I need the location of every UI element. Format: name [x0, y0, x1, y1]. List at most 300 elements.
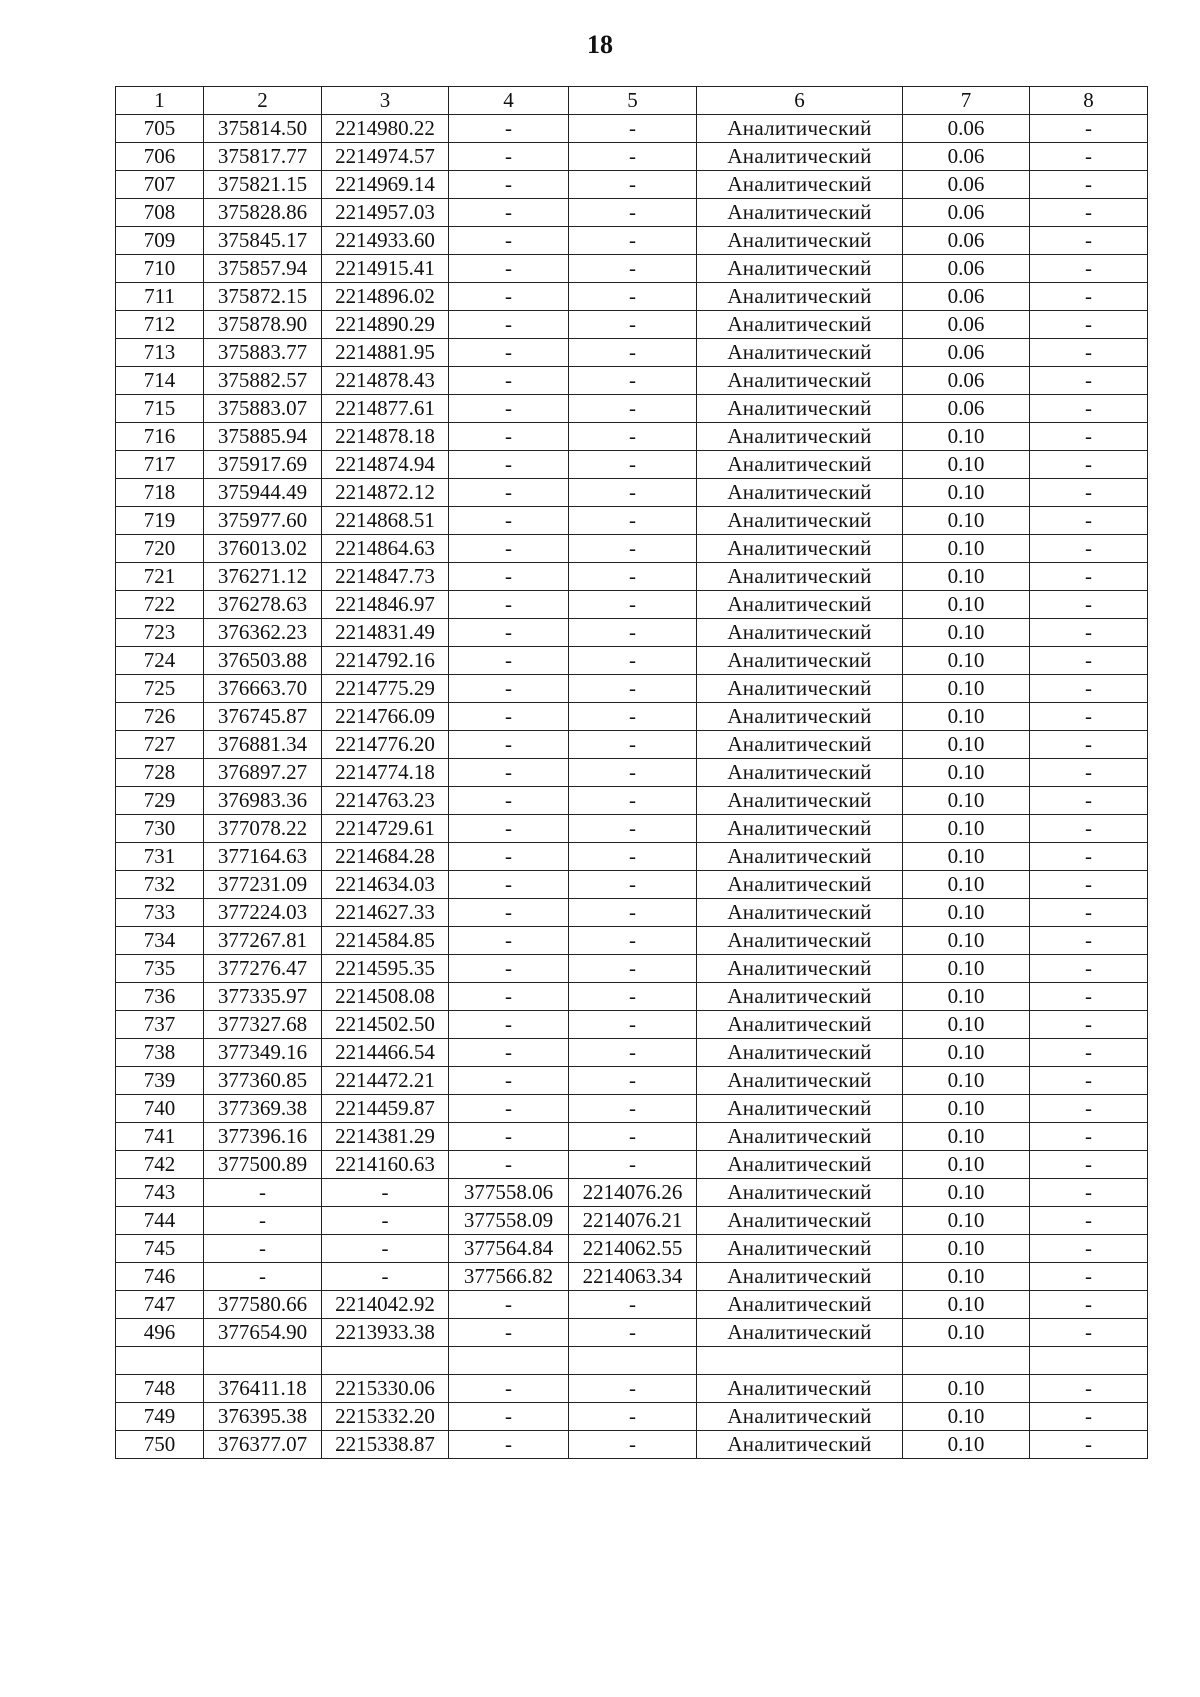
x-coord-cell: 377500.89 [204, 1151, 322, 1179]
accuracy-cell: 0.10 [903, 563, 1030, 591]
accuracy-cell: 0.06 [903, 255, 1030, 283]
y-alt-coord-cell: - [569, 1402, 697, 1430]
y-alt-coord-cell: - [569, 451, 697, 479]
y-alt-coord-cell: - [569, 535, 697, 563]
y-alt-coord-cell: - [569, 1095, 697, 1123]
method-cell: Аналитический [697, 899, 903, 927]
method-cell: Аналитический [697, 1123, 903, 1151]
y-coord-cell: 2214890.29 [322, 311, 449, 339]
point-number-cell: 709 [116, 227, 204, 255]
table-row [116, 115, 1148, 143]
y-coord-cell: 2215338.87 [322, 1430, 449, 1458]
point-number-cell: 719 [116, 507, 204, 535]
note-cell: - [1030, 759, 1148, 787]
y-coord-cell [322, 1347, 449, 1375]
point-number-cell: 734 [116, 927, 204, 955]
point-number-cell: 711 [116, 283, 204, 311]
table-row [116, 1263, 1148, 1291]
table-row [116, 255, 1148, 283]
y-alt-coord-cell: 2214063.34 [569, 1263, 697, 1291]
y-coord-cell: 2214763.23 [322, 787, 449, 815]
method-cell: Аналитический [697, 1067, 903, 1095]
x-alt-coord-cell: - [449, 283, 569, 311]
y-coord-cell: 2214729.61 [322, 815, 449, 843]
point-number-cell: 720 [116, 535, 204, 563]
method-cell: Аналитический [697, 1207, 903, 1235]
accuracy-cell: 0.10 [903, 815, 1030, 843]
table-row [116, 339, 1148, 367]
table-row [116, 395, 1148, 423]
column-header: 1 [116, 87, 204, 115]
x-coord-cell: 377369.38 [204, 1095, 322, 1123]
point-number-cell: 718 [116, 479, 204, 507]
accuracy-cell: 0.10 [903, 423, 1030, 451]
y-coord-cell: 2214974.57 [322, 143, 449, 171]
y-alt-coord-cell: - [569, 479, 697, 507]
x-alt-coord-cell: - [449, 451, 569, 479]
point-number-cell: 732 [116, 871, 204, 899]
y-coord-cell: 2214792.16 [322, 647, 449, 675]
x-coord-cell: 375821.15 [204, 171, 322, 199]
point-number-cell: 731 [116, 843, 204, 871]
point-number-cell: 736 [116, 983, 204, 1011]
note-cell: - [1030, 1207, 1148, 1235]
accuracy-cell: 0.10 [903, 1430, 1030, 1458]
note-cell: - [1030, 731, 1148, 759]
table-body [116, 87, 1148, 1459]
method-cell: Аналитический [697, 339, 903, 367]
y-alt-coord-cell: 2214076.21 [569, 1207, 697, 1235]
y-coord-cell: 2214872.12 [322, 479, 449, 507]
x-alt-coord-cell: - [449, 1039, 569, 1067]
note-cell: - [1030, 395, 1148, 423]
note-cell: - [1030, 1123, 1148, 1151]
accuracy-cell: 0.06 [903, 199, 1030, 227]
x-alt-coord-cell: - [449, 479, 569, 507]
table-row [116, 927, 1148, 955]
table-row [116, 535, 1148, 563]
accuracy-cell: 0.06 [903, 311, 1030, 339]
point-number-cell: 744 [116, 1207, 204, 1235]
x-alt-coord-cell: - [449, 1402, 569, 1430]
point-number-cell: 745 [116, 1235, 204, 1263]
note-cell: - [1030, 983, 1148, 1011]
note-cell [1030, 1347, 1148, 1375]
x-alt-coord-cell: - [449, 899, 569, 927]
method-cell: Аналитический [697, 1319, 903, 1347]
point-number-cell: 743 [116, 1179, 204, 1207]
x-alt-coord-cell: 377558.09 [449, 1207, 569, 1235]
y-alt-coord-cell: - [569, 339, 697, 367]
note-cell: - [1030, 367, 1148, 395]
table-row [116, 311, 1148, 339]
y-alt-coord-cell: - [569, 759, 697, 787]
accuracy-cell: 0.10 [903, 1374, 1030, 1402]
x-alt-coord-cell: - [449, 871, 569, 899]
table-row [116, 787, 1148, 815]
method-cell: Аналитический [697, 423, 903, 451]
accuracy-cell: 0.10 [903, 535, 1030, 563]
method-cell: Аналитический [697, 1291, 903, 1319]
note-cell: - [1030, 955, 1148, 983]
x-coord-cell: 376983.36 [204, 787, 322, 815]
x-coord-cell: 377276.47 [204, 955, 322, 983]
y-coord-cell: 2214915.41 [322, 255, 449, 283]
column-header: 2 [204, 87, 322, 115]
x-alt-coord-cell: - [449, 787, 569, 815]
accuracy-cell: 0.06 [903, 283, 1030, 311]
table-row [116, 563, 1148, 591]
y-alt-coord-cell: - [569, 1151, 697, 1179]
column-header: 3 [322, 87, 449, 115]
method-cell: Аналитический [697, 675, 903, 703]
x-coord-cell: 376278.63 [204, 591, 322, 619]
note-cell: - [1030, 171, 1148, 199]
method-cell: Аналитический [697, 451, 903, 479]
note-cell: - [1030, 535, 1148, 563]
x-coord-cell: - [204, 1263, 322, 1291]
point-number-cell: 496 [116, 1319, 204, 1347]
y-alt-coord-cell: - [569, 143, 697, 171]
note-cell: - [1030, 507, 1148, 535]
table-row [116, 367, 1148, 395]
table-header-row [116, 87, 1148, 115]
x-alt-coord-cell: - [449, 255, 569, 283]
accuracy-cell: 0.10 [903, 1151, 1030, 1179]
point-number-cell: 729 [116, 787, 204, 815]
method-cell: Аналитический [697, 871, 903, 899]
x-alt-coord-cell [449, 1347, 569, 1375]
x-alt-coord-cell: - [449, 647, 569, 675]
x-alt-coord-cell: - [449, 563, 569, 591]
x-coord-cell: 376503.88 [204, 647, 322, 675]
coordinates-table [115, 86, 1148, 1459]
accuracy-cell: 0.10 [903, 787, 1030, 815]
y-coord-cell: 2214878.43 [322, 367, 449, 395]
point-number-cell: 712 [116, 311, 204, 339]
y-alt-coord-cell: - [569, 171, 697, 199]
x-coord-cell: 377078.22 [204, 815, 322, 843]
y-coord-cell: 2214042.92 [322, 1291, 449, 1319]
x-alt-coord-cell: - [449, 395, 569, 423]
y-coord-cell: 2214868.51 [322, 507, 449, 535]
note-cell: - [1030, 451, 1148, 479]
point-number-cell: 746 [116, 1263, 204, 1291]
y-coord-cell: 2214508.08 [322, 983, 449, 1011]
accuracy-cell: 0.10 [903, 675, 1030, 703]
accuracy-cell: 0.06 [903, 367, 1030, 395]
method-cell: Аналитический [697, 619, 903, 647]
x-alt-coord-cell: - [449, 367, 569, 395]
table-row [116, 871, 1148, 899]
x-coord-cell: 375817.77 [204, 143, 322, 171]
x-alt-coord-cell: - [449, 815, 569, 843]
note-cell: - [1030, 871, 1148, 899]
x-coord-cell: 376411.18 [204, 1374, 322, 1402]
note-cell: - [1030, 1011, 1148, 1039]
point-number-cell: 717 [116, 451, 204, 479]
y-alt-coord-cell: - [569, 1430, 697, 1458]
x-coord-cell: - [204, 1235, 322, 1263]
x-coord-cell: 375883.77 [204, 339, 322, 367]
method-cell: Аналитический [697, 703, 903, 731]
x-coord-cell: 377360.85 [204, 1067, 322, 1095]
accuracy-cell: 0.10 [903, 1095, 1030, 1123]
y-alt-coord-cell: - [569, 199, 697, 227]
point-number-cell: 740 [116, 1095, 204, 1123]
point-number-cell: 748 [116, 1374, 204, 1402]
table-row [116, 759, 1148, 787]
table-row [116, 1430, 1148, 1458]
x-coord-cell: - [204, 1179, 322, 1207]
x-alt-coord-cell: - [449, 675, 569, 703]
accuracy-cell: 0.10 [903, 1039, 1030, 1067]
method-cell: Аналитический [697, 1039, 903, 1067]
y-alt-coord-cell: - [569, 983, 697, 1011]
y-coord-cell: 2214874.94 [322, 451, 449, 479]
y-alt-coord-cell: - [569, 1374, 697, 1402]
accuracy-cell: 0.10 [903, 619, 1030, 647]
point-number-cell: 742 [116, 1151, 204, 1179]
x-coord-cell: 377349.16 [204, 1039, 322, 1067]
column-header: 8 [1030, 87, 1148, 115]
note-cell: - [1030, 283, 1148, 311]
y-alt-coord-cell: - [569, 955, 697, 983]
x-alt-coord-cell: - [449, 507, 569, 535]
y-coord-cell: 2214864.63 [322, 535, 449, 563]
method-cell: Аналитический [697, 367, 903, 395]
x-coord-cell: 376745.87 [204, 703, 322, 731]
y-coord-cell: 2213933.38 [322, 1319, 449, 1347]
accuracy-cell: 0.10 [903, 983, 1030, 1011]
table-row [116, 1402, 1148, 1430]
table-row [116, 899, 1148, 927]
note-cell: - [1030, 199, 1148, 227]
x-coord-cell: 375882.57 [204, 367, 322, 395]
note-cell: - [1030, 1179, 1148, 1207]
x-coord-cell: 375828.86 [204, 199, 322, 227]
method-cell: Аналитический [697, 115, 903, 143]
note-cell: - [1030, 1151, 1148, 1179]
note-cell: - [1030, 1263, 1148, 1291]
method-cell: Аналитический [697, 1011, 903, 1039]
x-coord-cell: 377580.66 [204, 1291, 322, 1319]
accuracy-cell: 0.10 [903, 647, 1030, 675]
y-alt-coord-cell [569, 1347, 697, 1375]
x-coord-cell: 377335.97 [204, 983, 322, 1011]
accuracy-cell: 0.10 [903, 899, 1030, 927]
point-number-cell: 730 [116, 815, 204, 843]
x-alt-coord-cell: - [449, 115, 569, 143]
x-coord-cell: 376663.70 [204, 675, 322, 703]
x-coord-cell: 375917.69 [204, 451, 322, 479]
table-row [116, 1151, 1148, 1179]
table-row [116, 1235, 1148, 1263]
table-row [116, 227, 1148, 255]
accuracy-cell: 0.06 [903, 171, 1030, 199]
method-cell: Аналитический [697, 171, 903, 199]
table-row [116, 647, 1148, 675]
y-alt-coord-cell: - [569, 283, 697, 311]
method-cell: Аналитический [697, 647, 903, 675]
table-row [116, 1347, 1148, 1375]
table-row [116, 479, 1148, 507]
point-number-cell: 708 [116, 199, 204, 227]
table-row [116, 143, 1148, 171]
note-cell: - [1030, 843, 1148, 871]
x-alt-coord-cell: - [449, 535, 569, 563]
table-row [116, 955, 1148, 983]
y-alt-coord-cell: - [569, 227, 697, 255]
x-alt-coord-cell: - [449, 423, 569, 451]
x-alt-coord-cell: 377566.82 [449, 1263, 569, 1291]
table-row [116, 731, 1148, 759]
y-coord-cell: 2214776.20 [322, 731, 449, 759]
note-cell: - [1030, 1235, 1148, 1263]
y-coord-cell: 2214160.63 [322, 1151, 449, 1179]
table-row [116, 1039, 1148, 1067]
point-number-cell: 735 [116, 955, 204, 983]
method-cell: Аналитический [697, 759, 903, 787]
x-coord-cell [204, 1347, 322, 1375]
table-row [116, 423, 1148, 451]
y-coord-cell: 2214957.03 [322, 199, 449, 227]
accuracy-cell: 0.10 [903, 1402, 1030, 1430]
table-row [116, 1095, 1148, 1123]
x-alt-coord-cell: - [449, 143, 569, 171]
y-coord-cell: 2214466.54 [322, 1039, 449, 1067]
x-coord-cell: 376362.23 [204, 619, 322, 647]
y-coord-cell: 2214627.33 [322, 899, 449, 927]
table-row [116, 1374, 1148, 1402]
x-alt-coord-cell: - [449, 1291, 569, 1319]
y-alt-coord-cell: - [569, 843, 697, 871]
accuracy-cell: 0.10 [903, 731, 1030, 759]
table-row [116, 703, 1148, 731]
method-cell: Аналитический [697, 731, 903, 759]
x-alt-coord-cell: - [449, 731, 569, 759]
y-alt-coord-cell: - [569, 367, 697, 395]
y-alt-coord-cell: - [569, 647, 697, 675]
x-alt-coord-cell: 377564.84 [449, 1235, 569, 1263]
y-alt-coord-cell: - [569, 311, 697, 339]
y-coord-cell: - [322, 1235, 449, 1263]
table-row [116, 1011, 1148, 1039]
accuracy-cell: 0.10 [903, 759, 1030, 787]
table-row [116, 507, 1148, 535]
table-row [116, 815, 1148, 843]
accuracy-cell: 0.10 [903, 843, 1030, 871]
y-coord-cell: 2214969.14 [322, 171, 449, 199]
method-cell: Аналитический [697, 395, 903, 423]
y-coord-cell: 2214846.97 [322, 591, 449, 619]
accuracy-cell: 0.10 [903, 1067, 1030, 1095]
point-number-cell: 739 [116, 1067, 204, 1095]
y-alt-coord-cell: - [569, 507, 697, 535]
x-coord-cell: - [204, 1207, 322, 1235]
accuracy-cell: 0.10 [903, 703, 1030, 731]
x-coord-cell: 375872.15 [204, 283, 322, 311]
y-alt-coord-cell: - [569, 423, 697, 451]
x-alt-coord-cell: - [449, 171, 569, 199]
x-coord-cell: 375845.17 [204, 227, 322, 255]
table-row [116, 843, 1148, 871]
accuracy-cell: 0.10 [903, 955, 1030, 983]
point-number-cell: 724 [116, 647, 204, 675]
method-cell: Аналитический [697, 927, 903, 955]
y-alt-coord-cell: - [569, 815, 697, 843]
y-coord-cell: 2214459.87 [322, 1095, 449, 1123]
column-header: 4 [449, 87, 569, 115]
accuracy-cell: 0.10 [903, 479, 1030, 507]
y-coord-cell: 2215330.06 [322, 1374, 449, 1402]
x-coord-cell: 377164.63 [204, 843, 322, 871]
x-alt-coord-cell: - [449, 983, 569, 1011]
x-alt-coord-cell: - [449, 1123, 569, 1151]
note-cell: - [1030, 703, 1148, 731]
x-alt-coord-cell: - [449, 1151, 569, 1179]
note-cell: - [1030, 619, 1148, 647]
point-number-cell: 716 [116, 423, 204, 451]
method-cell: Аналитический [697, 955, 903, 983]
x-alt-coord-cell: - [449, 227, 569, 255]
point-number-cell: 747 [116, 1291, 204, 1319]
y-alt-coord-cell: - [569, 1039, 697, 1067]
note-cell: - [1030, 815, 1148, 843]
note-cell: - [1030, 227, 1148, 255]
table-row [116, 591, 1148, 619]
note-cell: - [1030, 311, 1148, 339]
y-alt-coord-cell: - [569, 591, 697, 619]
x-coord-cell: 376377.07 [204, 1430, 322, 1458]
column-header: 5 [569, 87, 697, 115]
method-cell: Аналитический [697, 815, 903, 843]
x-coord-cell: 375883.07 [204, 395, 322, 423]
method-cell [697, 1347, 903, 1375]
method-cell: Аналитический [697, 1263, 903, 1291]
y-coord-cell: 2214878.18 [322, 423, 449, 451]
y-alt-coord-cell: - [569, 1067, 697, 1095]
x-alt-coord-cell: - [449, 703, 569, 731]
y-coord-cell: 2214381.29 [322, 1123, 449, 1151]
method-cell: Аналитический [697, 283, 903, 311]
y-alt-coord-cell: - [569, 1011, 697, 1039]
x-alt-coord-cell: - [449, 311, 569, 339]
note-cell: - [1030, 1402, 1148, 1430]
x-coord-cell: 377224.03 [204, 899, 322, 927]
note-cell: - [1030, 563, 1148, 591]
accuracy-cell: 0.10 [903, 1235, 1030, 1263]
method-cell: Аналитический [697, 843, 903, 871]
y-alt-coord-cell: - [569, 1291, 697, 1319]
x-coord-cell: 376395.38 [204, 1402, 322, 1430]
note-cell: - [1030, 899, 1148, 927]
accuracy-cell: 0.10 [903, 1263, 1030, 1291]
x-coord-cell: 375878.90 [204, 311, 322, 339]
y-coord-cell: - [322, 1207, 449, 1235]
y-alt-coord-cell: - [569, 731, 697, 759]
accuracy-cell: 0.10 [903, 507, 1030, 535]
x-coord-cell: 375885.94 [204, 423, 322, 451]
x-alt-coord-cell: - [449, 1374, 569, 1402]
table-row [116, 983, 1148, 1011]
table-row [116, 619, 1148, 647]
table-row [116, 1319, 1148, 1347]
x-alt-coord-cell: - [449, 955, 569, 983]
point-number-cell: 738 [116, 1039, 204, 1067]
table-row [116, 283, 1148, 311]
x-coord-cell: 375814.50 [204, 115, 322, 143]
